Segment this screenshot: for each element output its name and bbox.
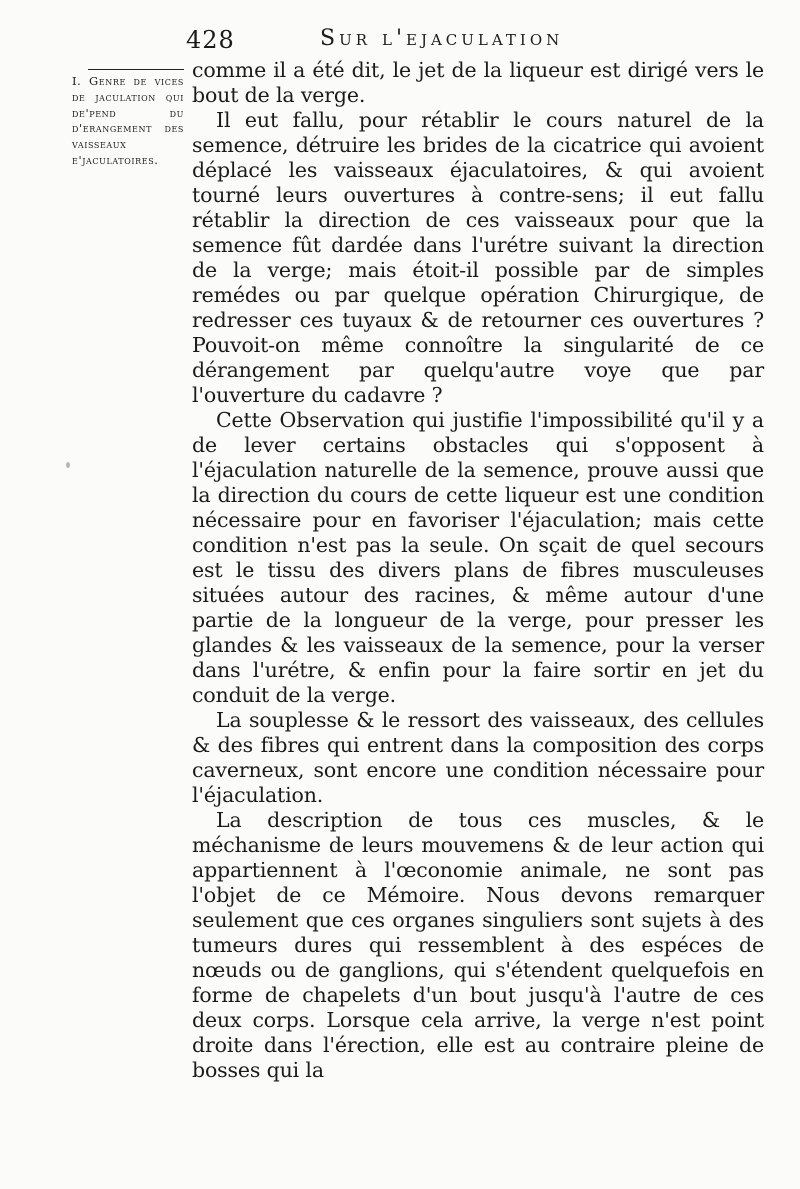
paragraph: La description de tous ces muscles, & le méchanisme de leurs mouvemens & de leur action qui appartiennent à l'œconomie animale, ne sont pas l'objet de ce Mémoire. Nous devons remarquer seulement que ces organes singuliers sont sujets à des tumeurs dures qui ressemblent à des espéces de nœuds ou de ganglions, qui s'étendent quelquefois en forme de chapelets d'un bout jusqu'à l'autre de ces deux corps. Lorsque cela arrive, la verge n'est point droite dans l'érection, elle est au contraire pleine de bosses qui la bbox=[192, 808, 764, 1082]
body-text bbox=[192, 58, 764, 1083]
page-header bbox=[180, 26, 780, 56]
paragraph: Cette Observation qui justifie l'impossibilité qu'il y a de lever certains obstacles qui s'opposent à l'éjaculation naturelle de la semence, prouve aussi que la direction du cours de cette liqueur est une condition nécessaire pour en favoriser l'éjaculation; mais cette condition n'est pas la seule. On sçait de quel secours est le tissu des divers plans de fibres musculeuses situées autour des racines, & même autour d'une partie de la longueur de la verge, pour presser les glandes & les vaisseaux de la semence, pour la verser dans l'urétre, & enfin pour la faire sortir en jet du conduit de la verge. bbox=[192, 408, 764, 707]
paragraph: La souplesse & le ressort des vaisseaux, des cellules & des fibres qui entrent dans la composition des corps caverneux, sont encore une condition nécessaire pour l'éjaculation. bbox=[192, 708, 764, 807]
paragraph: comme il a été dit, le jet de la liqueur est dirigé vers le bout de la verge. bbox=[192, 58, 764, 107]
page-number: 428 bbox=[186, 26, 235, 54]
margin-note: I. Genre de vices de jaculation qui de'pend du d'erangement des vaisseaux e'jaculatoires. bbox=[72, 74, 184, 167]
paragraph: Il eut fallu, pour rétablir le cours naturel de la semence, détruire les brides de la cicatrice qui avoient déplacé les vaisseaux éjaculatoires, & qui avoient tourné leurs ouvertures à contre-sens; il eut fallu rétablir la direction de ces vaisseaux pour que la semence fût dardée dans l'urétre suivant la direction de la verge; mais étoit-il possible par de simples remédes ou par quelque opération Chirurgique, de redresser ces tuyaux & de retourner ces ouvertures ? Pouvoit-on même connoître la singularité de ce dérangement par quelqu'autre voye que par l'ouverture du cadavre ? bbox=[192, 108, 764, 407]
ink-speck bbox=[66, 462, 70, 468]
margin-rule bbox=[88, 69, 184, 70]
running-head: Sur l'ejaculation bbox=[320, 26, 564, 51]
